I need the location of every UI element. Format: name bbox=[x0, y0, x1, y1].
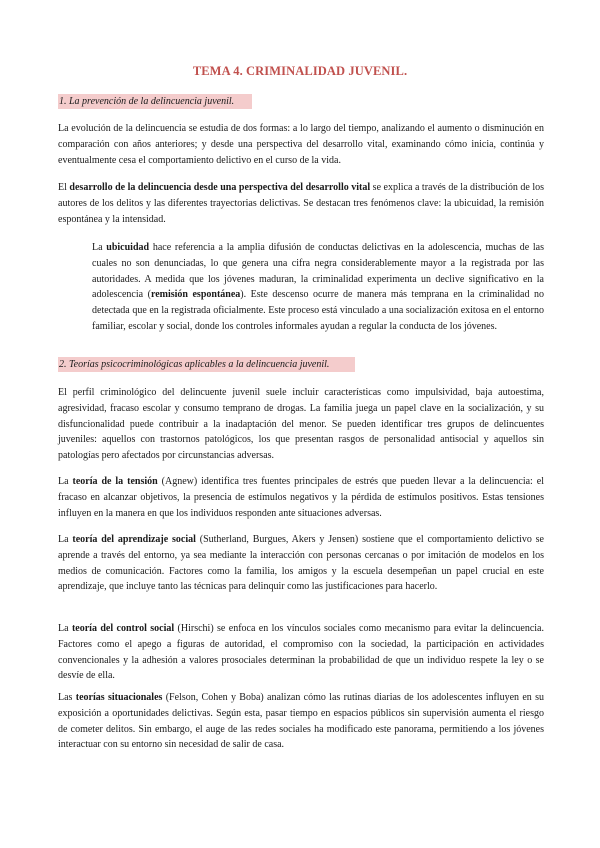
section-1-paragraph-1: La evolución de la delincuencia se estudia de dos formas: a lo largo del tiempo, analizando el aumento o disminución en comparación con años anteriores; y desde una perspectiva del desarrollo vital, examinando cómo inicia, continúa y eventualmente cesa el comportamiento delictivo en el curso de la vida. bbox=[58, 123, 544, 166]
section-2-paragraph-3: La teoría del aprendizaje social (Sutherland, Burgues, Akers y Jensen) sostiene que el comportamiento delictivo se aprende a través del entorno, ya sea mediante la interacción con personas cercanas o por imitación de modelos en los medios de comunicación. Factores como la familia, los amigos y la escuela desempeñan un papel crucial en este aprendizaje, que incluye tanto las técnicas para delinquir como las justificaciones para hacerlo. bbox=[58, 534, 544, 593]
bold-term: teoría de la tensión bbox=[72, 476, 158, 487]
section-2-paragraph-1: El perfil criminológico del delincuente juvenil suele incluir características como impulsividad, baja autoestima, agresividad, fracaso escolar y consumo temprano de drogas. La familia juega un papel clave en la socialización, y su disfuncionalidad puede contribuir a la inadaptación del menor. Se pueden identificar tres grupos de delincuentes juveniles: aquellos con trastornos patológicos, los que presentan rasgos de personalidad antisocial y aquellos sin patologías pero afectados por circunstancias adversas. bbox=[58, 387, 544, 462]
bold-term: teoría del control social bbox=[71, 623, 175, 634]
bold-term: remisión espontánea bbox=[150, 289, 241, 301]
section-1-paragraph-3: La ubicuidad hace referencia a la amplia difusión de conductas delictivas en la adolescencia, muchas de las cuales no son denunciadas, lo que genera una cifra negra considerablemente mayor a la registrada por las autoridades. A medida que los jóvenes maduran, la criminalidad experimenta un declive significativo en la adolescencia (remisión espontánea). Este descenso ocurre de manera más temprana en la criminalidad no detectada que en la registrada oficialmente. Este proceso está vinculado a una socialización exitosa en el entorno familiar, escolar y social, donde los controles informales ayudan a regular la conducta de los jóvenes. bbox=[92, 242, 545, 332]
section-2-paragraph-2: La teoría de la tensión (Agnew) identifica tres fuentes principales de estrés que pueden llevar a la delincuencia: el fracaso en alcanzar objetivos, la presencia de estímulos negativos y la pérdida de estímulos positivos. Estas tensiones influyen en la manera en que los individuos responden ante situaciones adversas. bbox=[58, 476, 545, 519]
section-2-paragraph-5: Las teorías situacionales (Felson, Cohen y Boba) analizan cómo las rutinas diarias de los adolescentes influyen en su exposición a oportunidades delictivas. Según esta, pasar tiempo en espacios públicos sin supervisión aumenta el riesgo de cometer delitos. Sin embargo, el auge de las redes sociales ha modificado este panorama, permitiendo a los jóvenes interactuar con su entorno sin necesidad de salir de casa. bbox=[58, 692, 544, 751]
document-title: TEMA 4. CRIMINALIDAD JUVENIL. bbox=[192, 64, 408, 78]
section-2-paragraph-4: La teoría del control social (Hirschi) se enfoca en los vínculos sociales como mecanismo para evitar la delincuencia. Factores como el apego a figuras de autoridad, el compromiso con la sociedad, la participación en actividades convencionales y la adhesión a valores prosociales determinan la probabilidad de que un individuo respete la ley o se desvíe de ella. bbox=[58, 623, 544, 682]
bold-term: teoría del aprendizaje social bbox=[72, 534, 196, 545]
section-1-heading: 1. La prevención de la delincuencia juvenil. bbox=[58, 94, 252, 109]
bold-term: ubicuidad bbox=[106, 242, 150, 253]
bold-term: desarrollo de la delincuencia desde una perspectiva del desarrollo vital bbox=[69, 182, 371, 193]
section-1-paragraph-2: El desarrollo de la delincuencia desde una perspectiva del desarrollo vital se explica a través de la distribución de los autores de los delitos y las diferentes trayectorias delictivas. Se destacan tres fenómenos clave: la ubicuidad, la remisión espontánea y la intensidad. bbox=[58, 182, 544, 225]
section-2-heading: 2. Teorías psicocriminológicas aplicables a la delincuencia juvenil. bbox=[58, 357, 355, 372]
bold-term: teorías situacionales bbox=[75, 692, 163, 703]
